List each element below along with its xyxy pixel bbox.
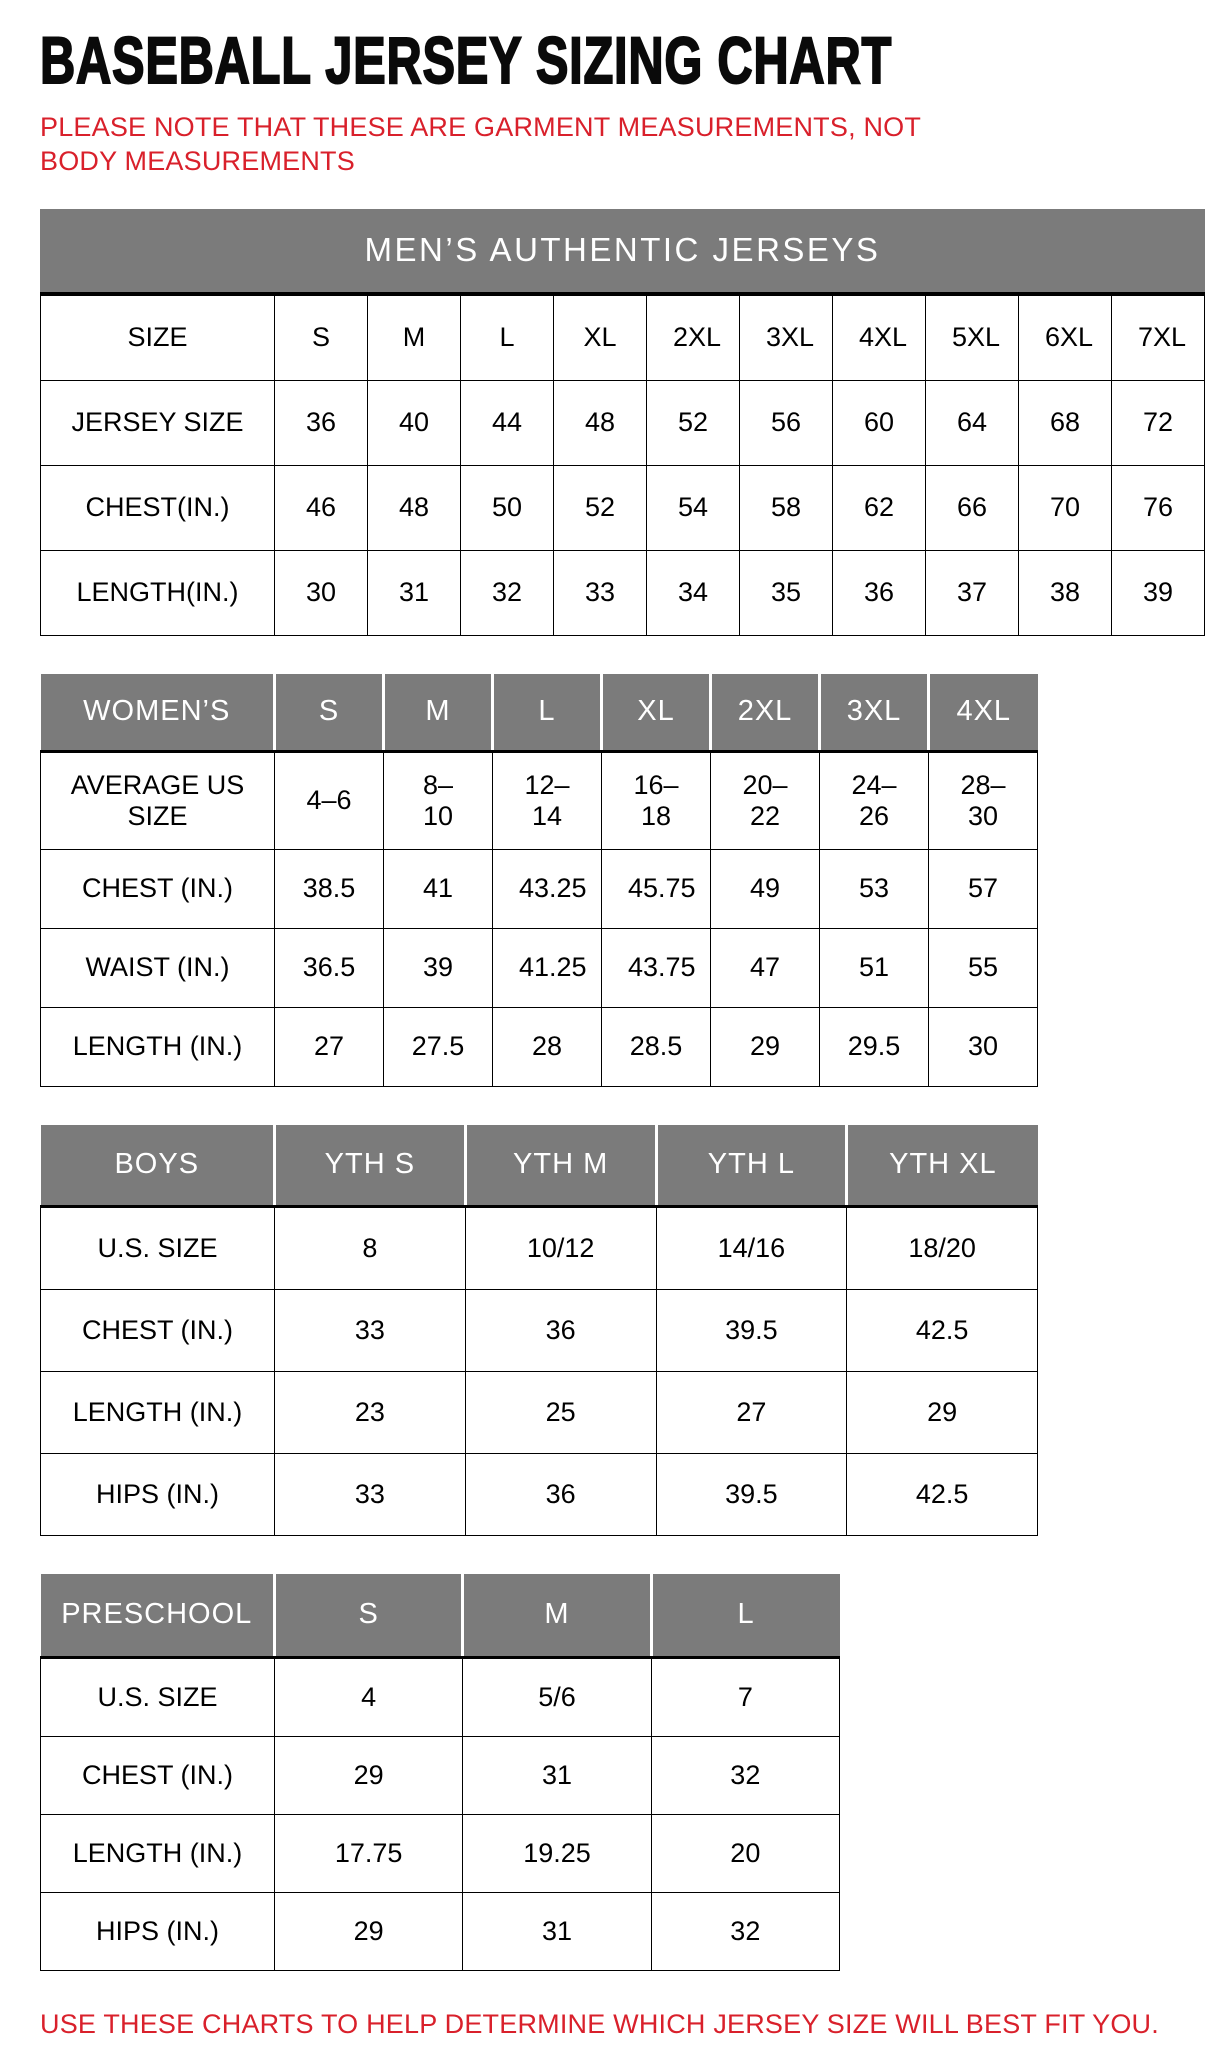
value-cell: 54 — [647, 465, 740, 550]
value-cell: 32 — [651, 1892, 839, 1970]
value-cell: 28 — [493, 1007, 602, 1086]
value-cell: 43.75 — [602, 928, 711, 1007]
value-cell: 41.25 — [493, 928, 602, 1007]
value-cell: 4–6 — [275, 751, 384, 849]
table-row — [41, 380, 1205, 465]
row-label-cell: U.S. SIZE — [41, 1206, 275, 1289]
value-cell: 29.5 — [820, 1007, 929, 1086]
value-cell: 49 — [711, 849, 820, 928]
header-size-cell: YTH XL — [847, 1125, 1038, 1207]
value-cell: 25 — [465, 1371, 656, 1453]
table-row — [41, 928, 1038, 1007]
row-label-cell: SIZE — [41, 295, 275, 380]
value-cell: 38 — [1019, 550, 1112, 635]
value-cell: 31 — [463, 1736, 651, 1814]
value-cell: 40 — [368, 380, 461, 465]
table-row — [41, 1736, 840, 1814]
header-size-cell: S — [275, 1574, 463, 1658]
table-row — [41, 751, 1038, 849]
header-size-cell: YTH S — [275, 1125, 466, 1207]
value-cell: 39 — [1112, 550, 1205, 635]
value-cell: 27 — [656, 1371, 847, 1453]
table-row — [41, 1289, 1038, 1371]
table-row — [41, 1892, 840, 1970]
value-cell: 52 — [647, 380, 740, 465]
header-label-cell: PRESCHOOL — [41, 1574, 275, 1658]
womens-size-table — [40, 674, 1038, 1087]
value-cell: 41 — [384, 849, 493, 928]
value-cell: 42.5 — [847, 1289, 1038, 1371]
value-cell: 29 — [847, 1371, 1038, 1453]
value-cell: 20 — [651, 1814, 839, 1892]
header-label-cell: BOYS — [41, 1125, 275, 1207]
value-cell: 46 — [275, 465, 368, 550]
value-cell: 55 — [929, 928, 1038, 1007]
header-size-cell: YTH L — [656, 1125, 847, 1207]
table-row — [41, 1453, 1038, 1535]
value-cell: 31 — [463, 1892, 651, 1970]
header-size-cell: XL — [602, 674, 711, 752]
value-cell: 39.5 — [656, 1289, 847, 1371]
value-cell: 64 — [926, 380, 1019, 465]
header-size-cell: 3XL — [820, 674, 929, 752]
value-cell: 36 — [833, 550, 926, 635]
value-cell: 8 — [275, 1206, 466, 1289]
value-cell: 29 — [275, 1892, 463, 1970]
table-row — [41, 849, 1038, 928]
womens-section — [40, 674, 1190, 1087]
row-label-cell: WAIST (IN.) — [41, 928, 275, 1007]
value-cell: 36 — [465, 1289, 656, 1371]
value-cell: 32 — [461, 550, 554, 635]
value-cell: 20–22 — [711, 751, 820, 849]
value-cell: 30 — [275, 550, 368, 635]
value-cell: 8–10 — [384, 751, 493, 849]
row-label-cell: U.S. SIZE — [41, 1657, 275, 1736]
value-cell: 28–30 — [929, 751, 1038, 849]
value-cell: 30 — [929, 1007, 1038, 1086]
header-size-cell: 4XL — [929, 674, 1038, 752]
preschool-section — [40, 1574, 1190, 1971]
header-size-cell: YTH M — [465, 1125, 656, 1207]
value-cell: 56 — [740, 380, 833, 465]
value-cell: 32 — [651, 1736, 839, 1814]
value-cell: 62 — [833, 465, 926, 550]
table-row — [41, 1657, 840, 1736]
value-cell: 76 — [1112, 465, 1205, 550]
value-cell: 43.25 — [493, 849, 602, 928]
value-cell: 27.5 — [384, 1007, 493, 1086]
value-cell: 52 — [554, 465, 647, 550]
value-cell: 4 — [275, 1657, 463, 1736]
header-size-cell: M — [384, 674, 493, 752]
value-cell: 28.5 — [602, 1007, 711, 1086]
value-cell: XL — [554, 295, 647, 380]
header-size-cell: M — [463, 1574, 651, 1658]
row-label-cell: CHEST(IN.) — [41, 465, 275, 550]
table-row — [41, 550, 1205, 635]
value-cell: 53 — [820, 849, 929, 928]
value-cell: S — [275, 295, 368, 380]
value-cell: 33 — [275, 1289, 466, 1371]
boys-section — [40, 1125, 1190, 1536]
measurement-note: PLEASE NOTE THAT THESE ARE GARMENT MEASUREMENTS, NOT BODY MEASUREMENTS — [40, 112, 921, 177]
value-cell: 45.75 — [602, 849, 711, 928]
value-cell: 36.5 — [275, 928, 384, 1007]
table-row — [41, 1206, 1038, 1289]
value-cell: 70 — [1019, 465, 1112, 550]
value-cell: 68 — [1019, 380, 1112, 465]
value-cell: 2XL — [647, 295, 740, 380]
header-row — [41, 674, 1038, 752]
value-cell: 50 — [461, 465, 554, 550]
value-cell: 60 — [833, 380, 926, 465]
table-row — [41, 465, 1205, 550]
value-cell: 19.25 — [463, 1814, 651, 1892]
value-cell: 37 — [926, 550, 1019, 635]
value-cell: 29 — [275, 1736, 463, 1814]
value-cell: 57 — [929, 849, 1038, 928]
value-cell: 24–26 — [820, 751, 929, 849]
value-cell: 14/16 — [656, 1206, 847, 1289]
row-label-cell: CHEST (IN.) — [41, 849, 275, 928]
value-cell: 36 — [275, 380, 368, 465]
header-size-cell: S — [275, 674, 384, 752]
row-label-cell: AVERAGE US SIZE — [41, 751, 275, 849]
header-label-cell: WOMEN’S — [41, 674, 275, 752]
row-label-cell: HIPS (IN.) — [41, 1453, 275, 1535]
value-cell: M — [368, 295, 461, 380]
value-cell: 35 — [740, 550, 833, 635]
row-label-cell: LENGTH (IN.) — [41, 1814, 275, 1892]
value-cell: 58 — [740, 465, 833, 550]
value-cell: 4XL — [833, 295, 926, 380]
row-label-cell: LENGTH (IN.) — [41, 1007, 275, 1086]
header-size-cell: 2XL — [711, 674, 820, 752]
value-cell: 66 — [926, 465, 1019, 550]
mens-table-banner: MEN’S AUTHENTIC JERSEYS — [40, 209, 1205, 295]
value-cell: L — [461, 295, 554, 380]
value-cell: 39 — [384, 928, 493, 1007]
value-cell: 5/6 — [463, 1657, 651, 1736]
value-cell: 3XL — [740, 295, 833, 380]
value-cell: 42.5 — [847, 1453, 1038, 1535]
value-cell: 38.5 — [275, 849, 384, 928]
page-title: BASEBALL JERSEY SIZING CHART — [40, 23, 893, 97]
value-cell: 27 — [275, 1007, 384, 1086]
value-cell: 7 — [651, 1657, 839, 1736]
value-cell: 47 — [711, 928, 820, 1007]
value-cell: 48 — [368, 465, 461, 550]
row-label-cell: LENGTH(IN.) — [41, 550, 275, 635]
row-label-cell: CHEST (IN.) — [41, 1736, 275, 1814]
header-size-cell: L — [493, 674, 602, 752]
value-cell: 5XL — [926, 295, 1019, 380]
row-label-cell: JERSEY SIZE — [41, 380, 275, 465]
boys-size-table — [40, 1125, 1038, 1536]
footer-note: USE THESE CHARTS TO HELP DETERMINE WHICH JERSEY SIZE WILL BEST FIT YOU. — [40, 2008, 1159, 2039]
value-cell: 36 — [465, 1453, 656, 1535]
value-cell: 23 — [275, 1371, 466, 1453]
header-size-cell: L — [651, 1574, 839, 1658]
mens-size-table — [40, 295, 1205, 636]
row-label-cell: HIPS (IN.) — [41, 1892, 275, 1970]
value-cell: 6XL — [1019, 295, 1112, 380]
value-cell: 34 — [647, 550, 740, 635]
value-cell: 7XL — [1112, 295, 1205, 380]
value-cell: 18/20 — [847, 1206, 1038, 1289]
table-row — [41, 1814, 840, 1892]
table-row — [41, 295, 1205, 380]
mens-authentic-jerseys-section — [40, 209, 1190, 636]
value-cell: 51 — [820, 928, 929, 1007]
header-row — [41, 1125, 1038, 1207]
value-cell: 16–18 — [602, 751, 711, 849]
value-cell: 33 — [275, 1453, 466, 1535]
value-cell: 33 — [554, 550, 647, 635]
row-label-cell: CHEST (IN.) — [41, 1289, 275, 1371]
preschool-size-table — [40, 1574, 840, 1971]
table-row — [41, 1007, 1038, 1086]
value-cell: 17.75 — [275, 1814, 463, 1892]
value-cell: 12–14 — [493, 751, 602, 849]
row-label-cell: LENGTH (IN.) — [41, 1371, 275, 1453]
value-cell: 48 — [554, 380, 647, 465]
value-cell: 10/12 — [465, 1206, 656, 1289]
value-cell: 72 — [1112, 380, 1205, 465]
value-cell: 39.5 — [656, 1453, 847, 1535]
value-cell: 44 — [461, 380, 554, 465]
header-row — [41, 1574, 840, 1658]
value-cell: 29 — [711, 1007, 820, 1086]
table-row — [41, 1371, 1038, 1453]
value-cell: 31 — [368, 550, 461, 635]
